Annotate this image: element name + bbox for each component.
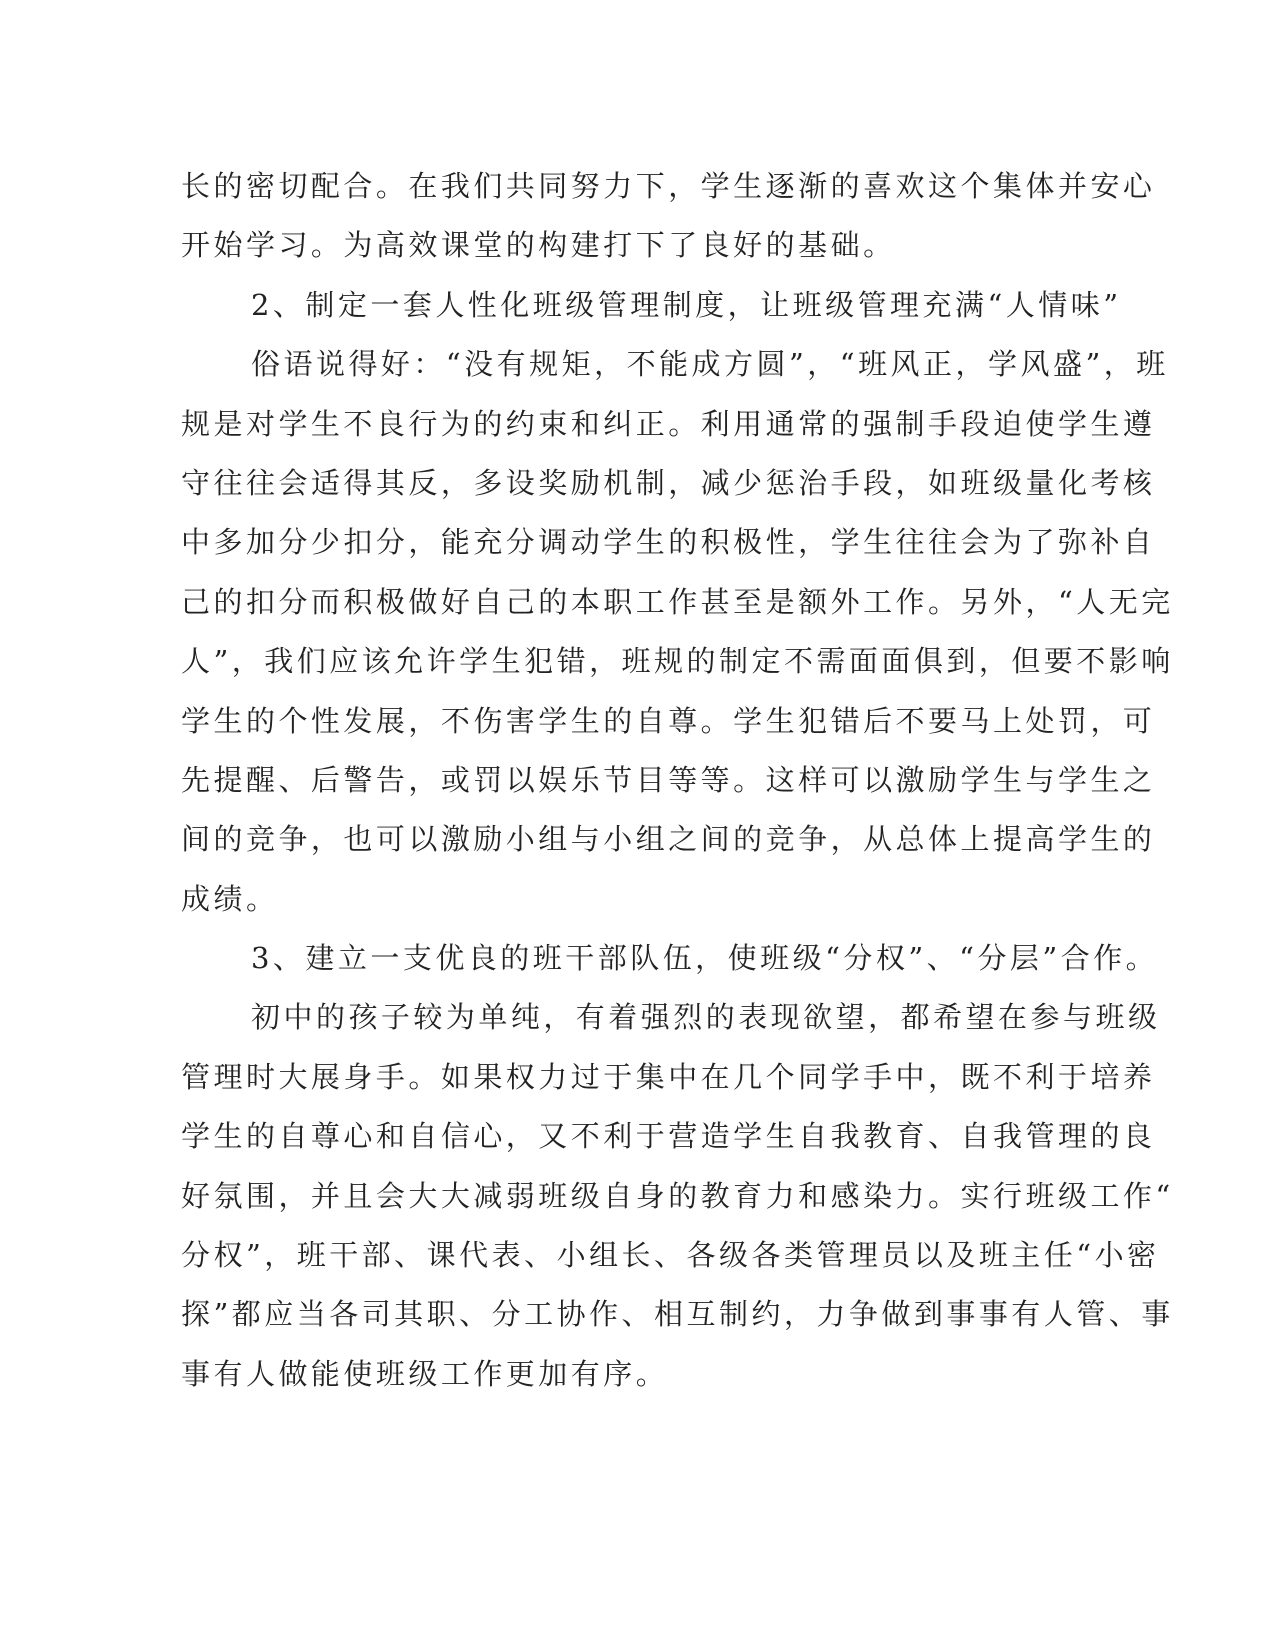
text-line: 中多加分少扣分，能充分调动学生的积极性，学生往往会为了弥补自 [181, 525, 1156, 560]
section-heading-2: 2、制定一套人性化班级管理制度，让班级管理充满“人情味” [251, 287, 1122, 322]
text-line: 事有人做能使班级工作更加有序。 [181, 1356, 669, 1391]
text-line: 学生的自尊心和自信心，又不利于营造学生自我教育、自我管理的良 [181, 1119, 1156, 1154]
section-heading-3: 3、建立一支优良的班干部队伍，使班级“分权”、“分层”合作。 [251, 941, 1159, 976]
text-line: 探”都应当各司其职、分工协作、相互制约，力争做到事事有人管、事 [181, 1297, 1174, 1332]
document-body [181, 157, 1174, 1404]
text-line: 管理时大展身手。如果权力过于集中在几个同学手中，既不利于培养 [181, 1059, 1156, 1094]
text-line: 好氛围，并且会大大减弱班级自身的教育力和感染力。实行班级工作“ [181, 1178, 1174, 1213]
text-line: 开始学习。为高效课堂的构建打下了良好的基础。 [181, 228, 896, 263]
text-line: 长的密切配合。在我们共同努力下，学生逐渐的喜欢这个集体并安心 [181, 169, 1156, 203]
paragraph-start: 初中的孩子较为单纯，有着强烈的表现欲望，都希望在参与班级 [251, 1000, 1161, 1035]
text-line: 成绩。 [181, 881, 279, 916]
text-line: 人”，我们应该允许学生犯错，班规的制定不需面面俱到，但要不影响 [181, 644, 1174, 679]
paragraph-start: 俗语说得好：“没有规矩，不能成方圆”，“班风正，学风盛”，班 [251, 347, 1169, 382]
text-line: 间的竞争，也可以激励小组与小组之间的竞争，从总体上提高学生的 [181, 822, 1156, 857]
text-line: 己的扣分而积极做好自己的本职工作甚至是额外工作。另外，“人无完 [181, 584, 1174, 619]
text-line: 先提醒、后警告，或罚以娱乐节目等等。这样可以激励学生与学生之 [181, 762, 1156, 797]
text-line: 分权”，班干部、课代表、小组长、各级各类管理员以及班主任“小密 [181, 1238, 1160, 1273]
text-line: 学生的个性发展，不伤害学生的自尊。学生犯错后不要马上处罚，可 [181, 703, 1156, 738]
text-line: 规是对学生不良行为的约束和纠正。利用通常的强制手段迫使学生遵 [181, 406, 1156, 441]
text-line: 守往往会适得其反，多设奖励机制，减少惩治手段，如班级量化考核 [181, 465, 1156, 500]
